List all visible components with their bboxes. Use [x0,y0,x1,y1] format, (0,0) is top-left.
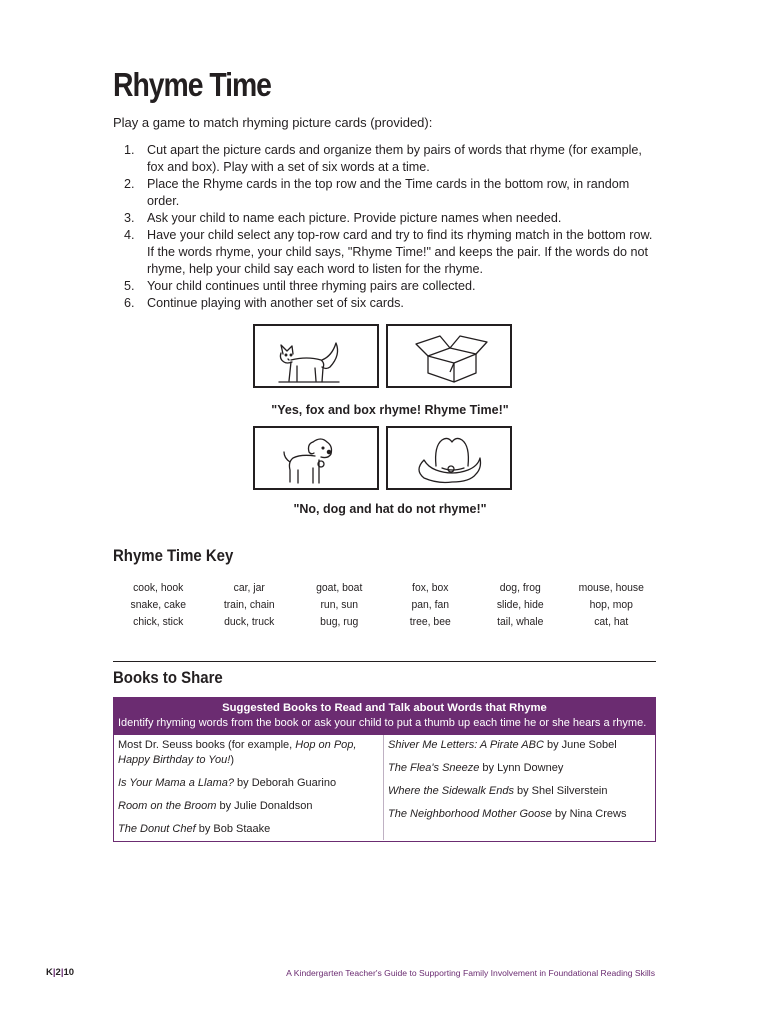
key-pair: dog, frog [499,582,541,594]
key-pair: mouse, house [578,582,644,594]
books-heading: Books to Share [113,668,223,687]
book-title: Is Your Mama a Llama? [118,777,234,789]
book-author: by Nina Crews [551,808,627,820]
book-entry [388,784,651,799]
dog-card [253,426,379,490]
list-item [113,176,653,210]
list-item [113,142,653,176]
books-table-body [114,735,655,840]
instructions-list [113,142,653,312]
key-pair: pan, fan [410,599,449,611]
no-caption: "No, dog and hat do not rhyme!" [293,502,487,516]
book-entry [388,761,651,776]
step-number: 2. [124,177,135,191]
key-pair: run, sun [320,599,359,611]
step-text: Have your child select any top-row card and try to find its rhyming match in the bottom row. If the words rhyme, your child says, "Rhyme Time!" and keeps the pair. If the words do not rhyme, help your child say each word to listen for the rhyme. [147,228,653,276]
key-pair: slide, hide [496,599,544,611]
page-section: 2 [55,967,61,978]
step-text: Your child continues until three rhyming pairs are collected. [147,279,476,293]
step-number: 5. [124,279,135,293]
fox-card [253,324,379,388]
page-number [46,967,74,978]
list-item [113,278,653,295]
key-pair: cook, hook [133,582,184,594]
book-entry [118,776,379,791]
step-number: 3. [124,211,135,225]
book-title: The Neighborhood Mother Goose [388,808,552,820]
page-grade: K [46,967,53,978]
book-title: The Donut Chef [118,823,196,835]
key-pair: train, chain [223,599,275,611]
key-pair: hop, mop [589,599,633,611]
book-title: Shiver Me Letters: A Pirate ABC [388,739,544,751]
book-entry [388,807,651,822]
intro-text: Play a game to match rhyming picture cards (provided): [113,115,433,130]
book-entry [388,738,651,753]
key-heading: Rhyme Time Key [113,546,234,565]
list-item [113,210,653,227]
step-number: 6. [124,296,135,310]
key-pair: fox, box [411,582,448,594]
book-author: by Shel Silverstein [513,785,608,797]
dog-icon [255,428,377,488]
fox-icon [255,326,377,386]
hat-icon [388,428,510,488]
book-author: by Julie Donaldson [216,800,313,812]
section-divider [113,661,656,662]
book-title: The Flea's Sneeze [388,762,480,774]
box-card [386,324,512,388]
book-entry [118,799,379,814]
box-icon [388,326,510,386]
book-prefix: Most Dr. Seuss books (for example, [118,739,296,751]
books-column-left [114,735,384,840]
book-entry [118,738,379,768]
book-title: Hop on Pop, Happy Birthday to You! [118,739,357,766]
step-text: Place the Rhyme cards in the top row and the Time cards in the bottom row, in random order. [147,177,630,208]
step-number: 4. [124,228,135,242]
page-index: 10 [63,967,75,978]
step-number: 1. [124,143,135,157]
book-entry [118,822,379,837]
books-table-header [114,698,655,735]
books-column-right [384,735,655,840]
page-title: Rhyme Time [113,66,271,103]
key-pair: car, jar [233,582,265,594]
book-author: ) [230,754,234,766]
key-pair: cat, hat [593,616,628,628]
book-author: by Bob Staake [195,823,271,835]
books-table-title: Suggested Books to Read and Talk about Words that Rhyme [222,702,547,714]
book-author: by Deborah Guarino [233,777,337,789]
key-pair: chick, stick [133,616,184,628]
step-text: Ask your child to name each picture. Provide picture names when needed. [147,211,562,225]
books-table-subtitle: Identify rhyming words from the book or ask your child to put a thumb up each time he or she hears a rhyme. [118,717,647,729]
key-pair: snake, cake [130,599,186,611]
step-text: Cut apart the picture cards and organize them by pairs of words that rhyme (for example, fox and box). Play with a set of six words at a time. [147,143,642,174]
step-text: Continue playing with another set of six cards. [147,296,404,310]
page-separator: | [60,967,64,978]
book-title: Room on the Broom [118,800,217,812]
book-author: by Lynn Downey [479,762,564,774]
list-item [113,295,653,312]
footer-guide-title: A Kindergarten Teacher's Guide to Supporting Family Involvement in Foundational Reading Skills [286,968,655,978]
list-item [113,227,653,278]
yes-caption: "Yes, fox and box rhyme! Rhyme Time!" [271,403,509,417]
rhyme-key-grid [113,582,656,628]
page-separator: | [52,967,56,978]
book-title: Where the Sidewalk Ends [388,785,514,797]
key-pair: tree, bee [409,616,451,628]
key-pair: bug, rug [320,616,359,628]
key-pair: tail, whale [497,616,544,628]
hat-card [386,426,512,490]
key-pair: goat, boat [316,582,363,594]
books-table [113,697,656,842]
key-pair: duck, truck [223,616,274,628]
book-author: by June Sobel [543,739,617,751]
